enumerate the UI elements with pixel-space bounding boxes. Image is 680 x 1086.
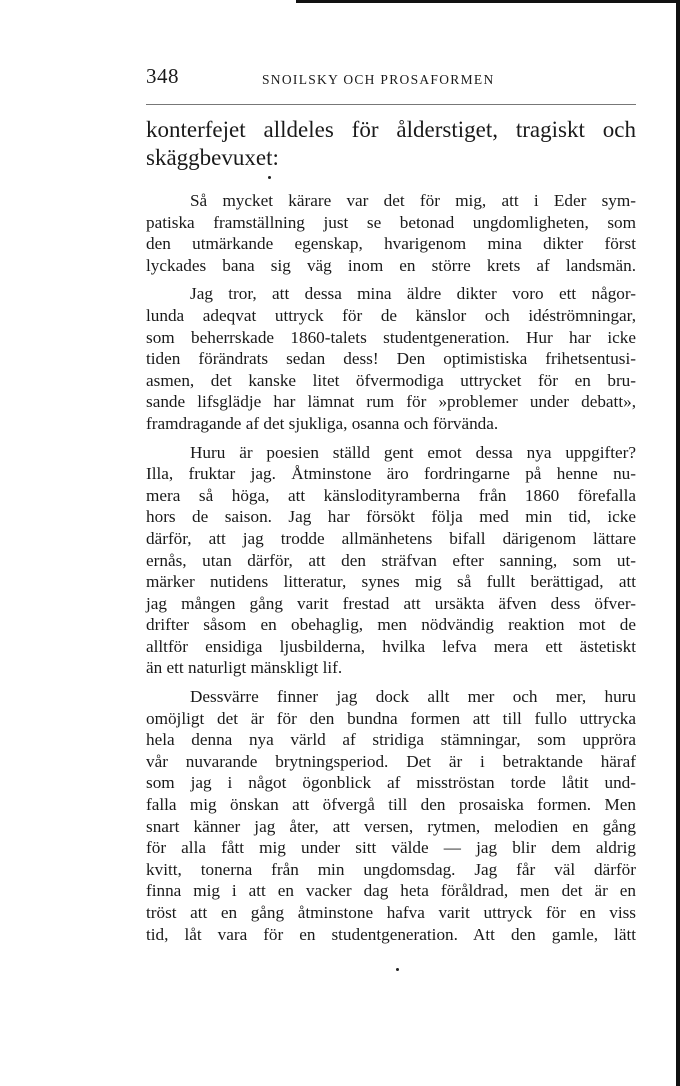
text-line: som beherrskade 1860-talets studentgeneration. Hur har icke — [146, 327, 636, 347]
text-line: kvitt, tonerna från min ungdomsdag. Jag får väl därför — [146, 859, 636, 879]
text-line: den utmärkande egenskap, hvarigenom mina dikter först — [146, 234, 636, 254]
paragraph-3 — [146, 442, 636, 680]
paragraph-1 — [146, 190, 636, 276]
page-header — [146, 64, 636, 100]
ink-speck — [396, 968, 399, 971]
right-edge-border — [676, 0, 680, 1086]
spacer — [146, 679, 636, 686]
text-line: som jag i något ögonblick af misströstan torde låtit und- — [146, 773, 636, 793]
text-line: hela denna nya värld af stridiga stämningar, som uppröra — [146, 730, 636, 750]
header-rule — [146, 104, 636, 105]
text-line: sande lifsglädje har lämnat rum för »problemer under debatt», — [146, 392, 636, 412]
text-line: mera så höga, att känslodityramberna från 1860 förefalla — [146, 485, 636, 505]
text-line: drifter såsom en obehaglig, men nödvändig reaktion mot de — [146, 615, 636, 635]
spacer — [146, 435, 636, 442]
text-line: konterfejet alldeles för ålderstiget, tragiskt och — [146, 117, 636, 142]
text-line: än ett naturligt mänskligt lif. — [146, 658, 343, 678]
text-line: omöjligt det är för den bundna formen att till fullo uttrycka — [146, 708, 636, 728]
text-line: märker nutidens litteratur, synes mig så fullt berättigad, att — [146, 572, 636, 592]
text-line: finna mig i att en vacker dag heta föråldrad, men det är en — [146, 881, 636, 901]
text-line: Dessvärre finner jag dock allt mer och mer, huru — [190, 687, 636, 707]
text-line: därför, att jag trodde allmänhetens bifall därigenom lättare — [146, 528, 636, 548]
text-line: patiska framställning just se betonad ungdomligheten, som — [146, 212, 636, 232]
text-line: Jag tror, att dessa mina äldre dikter voro ett någor- — [190, 284, 636, 304]
page-body — [146, 116, 636, 945]
top-border-rule — [296, 0, 680, 3]
spacer — [146, 172, 636, 190]
text-line: jag mången gång varit frestad att ursäkta äfven dess öfver- — [146, 593, 636, 613]
paragraph-2 — [146, 283, 636, 434]
text-line: asmen, det kanske litet öfvermodiga uttrycket för en bru- — [146, 370, 636, 390]
text-line: Så mycket kärare var det för mig, att i Eder sym- — [190, 191, 636, 210]
ink-speck — [268, 176, 271, 179]
text-line: Illa, fruktar jag. Åtminstone äro fordringarne på henne nu- — [146, 464, 636, 484]
text-line: hors de saison. Jag har försökt följa med min tid, icke — [146, 507, 636, 527]
text-line: skäggbevuxet: — [146, 145, 279, 170]
spacer — [146, 276, 636, 283]
running-title: SNOILSKY OCH PROSAFORMEN — [262, 72, 495, 87]
text-line: snart känner jag åter, att versen, rytmen, melodien en gång — [146, 816, 636, 836]
text-line: för alla fått mig under sitt välde — jag blir dem aldrig — [146, 838, 636, 858]
paragraph-4 — [146, 686, 636, 945]
text-line: framdragande af det sjukliga, osanna och förvända. — [146, 413, 499, 433]
text-line: lyckades bana sig väg inom en större krets af landsmän. — [146, 255, 636, 275]
text-line: tröst att en gång åtminstone hafva varit uttryck för en viss — [146, 903, 636, 922]
text-line: tid, låt vara för en studentgeneration. Att den gamle, lätt — [146, 924, 636, 944]
text-line: vår nuvarande brytningsperiod. Det är i betraktande häraf — [146, 751, 636, 771]
page-number: 348 — [146, 64, 179, 88]
text-line: alltför ensidiga ljusbilderna, hvilka lefva mera ett ästetiskt — [146, 636, 636, 656]
text-line: falla mig önskan att öfvergå till den prosaiska formen. Men — [146, 795, 636, 815]
text-line: tiden förändrats sedan dess! Den optimistiska frihetsentusi- — [146, 349, 636, 369]
text-line: ernås, utan därför, att den sträfvan efter sanning, som ut- — [146, 550, 636, 570]
text-line: lunda adeqvat uttryck för de känslor och idéströmningar, — [146, 305, 636, 325]
text-line: Huru är poesien ställd gent emot dessa nya uppgifter? — [190, 442, 636, 462]
